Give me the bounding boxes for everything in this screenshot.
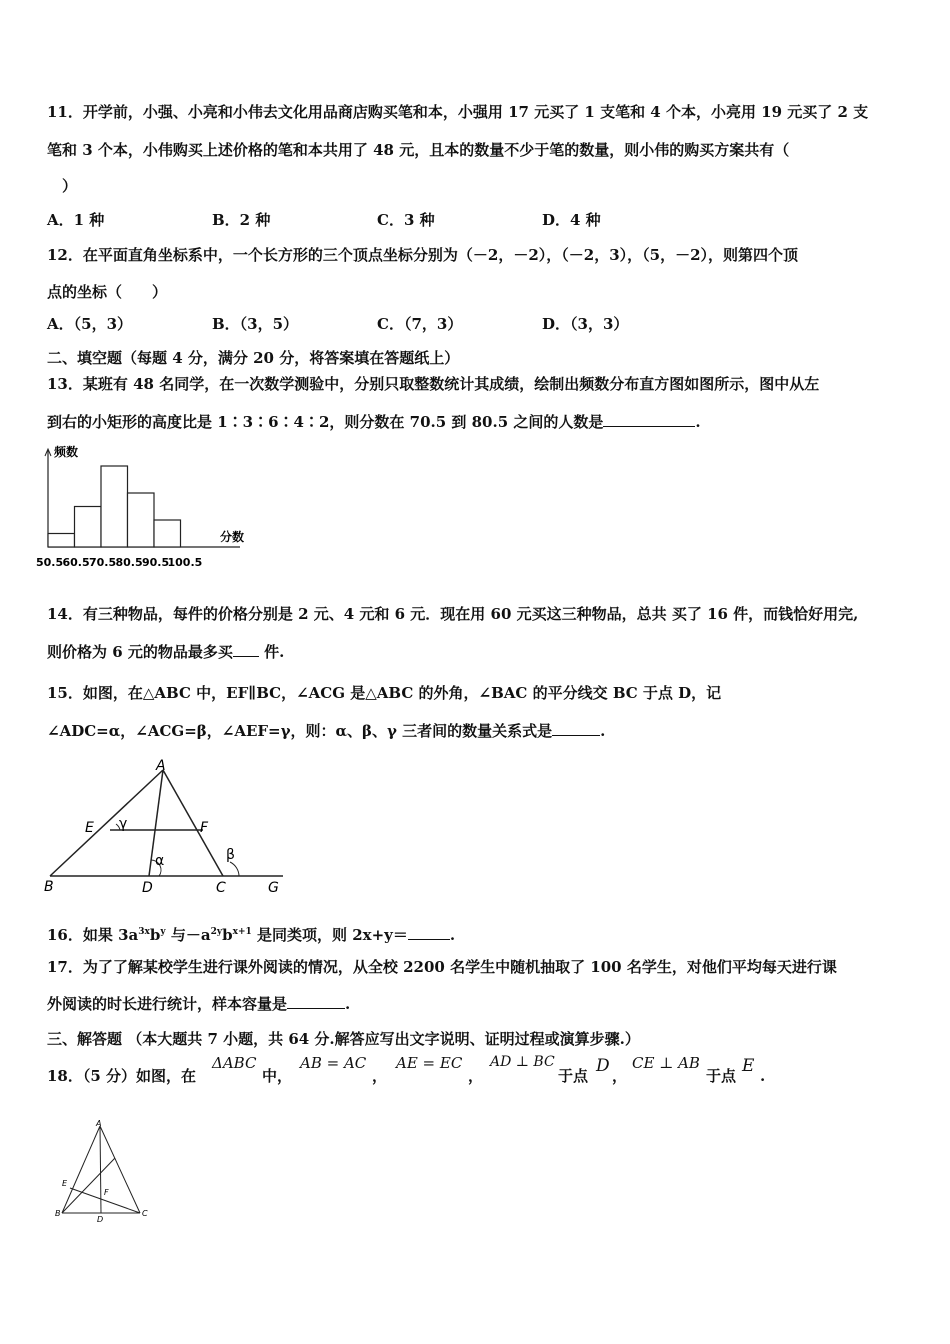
q17-line2-end: . [345,995,351,1013]
q18-t1: 中， [262,1067,293,1085]
x-tick-label: 80.5 [115,556,143,569]
label-gamma: γ [119,816,128,832]
label-a: A [96,1119,102,1128]
label-d: D [142,880,153,896]
q16-sup1: 3x [138,927,150,937]
x-tick-label: 100.5 [167,556,203,569]
label-e: E [85,820,94,836]
q17-line2 [47,994,350,1014]
x-axis-label: 分数 [220,530,245,544]
q16-line [47,922,455,945]
q14-answer-blank[interactable] [233,642,259,657]
q18-t2: ， [372,1067,388,1085]
q16-answer-blank[interactable] [408,925,450,940]
q18-math-ce-ab: CE ⊥ AB [632,1054,700,1072]
q11-line1: 11．开学前，小强、小亮和小伟去文化用品商店购买笔和本，小强用 17 元买了 1 支笔和 4 个本，小亮用 19 元买了 2 支 [47,103,869,121]
q12-option-c: C．（7，3） [377,315,463,333]
histogram-bar-3 [101,466,128,547]
q18-math-d: D [596,1056,610,1076]
q16-mid2: 与－a [165,926,211,944]
q13-line2-end: . [695,413,701,431]
q18-t7: . [760,1067,766,1085]
q16-sup4: x+1 [232,927,252,937]
q18-t5: ， [612,1067,628,1085]
q15-line2 [47,721,605,741]
q16-mid1: b [149,926,161,944]
section-2-heading: 二、填空题（每题 4 分，满分 20 分，将答案填在答题纸上） [47,349,460,367]
q18-t4: 于点 [558,1067,589,1085]
q18-math-ab-ac: AB = AC [300,1054,367,1072]
label-a: A [156,758,166,774]
q12-line1: 12．在平面直角坐标系中，一个长方形的三个顶点坐标分别为（－2，－2），（－2，3），（5，－2），则第四个顶 [47,246,799,264]
x-tick-label: 90.5 [142,556,170,569]
q12-option-d: D．（3，3） [542,315,629,333]
q12-option-a: A．（5，3） [47,315,133,333]
segment-ab [62,1126,100,1213]
label-f: F [200,820,209,836]
segment-ac [163,770,223,876]
x-tick-label: 70.5 [89,556,117,569]
histogram-bar-2 [75,507,102,548]
q11-option-a: A．1 种 [47,211,105,229]
q16-sup3: 2y [210,927,223,937]
q18-math-ae-ec: AE = EC [396,1054,463,1072]
q14-line2 [47,642,284,662]
label-e: E [62,1179,68,1188]
label-c: C [216,880,226,896]
q14-line2-text: 则价格为 6 元的物品最多买 [47,643,233,661]
q18-triangle-figure [50,1118,160,1228]
q11-line3: ） [62,177,78,195]
segment-ac [100,1126,140,1213]
histogram-chart [36,440,260,575]
segment-ab [50,770,163,876]
label-beta: β [226,847,235,863]
x-tick-label: 60.5 [62,556,90,569]
label-d: D [97,1215,104,1224]
q13-answer-blank[interactable] [603,412,695,427]
histogram-bar-5 [154,520,181,547]
q16-mid3: b [222,926,233,944]
section-3-heading: 三、解答题 （本大题共 7 小题，共 64 分.解答应写出文字说明、证明过程或演算步骤.） [47,1030,640,1048]
q14-line2-end: 件. [264,643,285,661]
q11-option-c: C．3 种 [377,211,435,229]
q11-option-d: D．4 种 [542,211,601,229]
q11-option-b: B．2 种 [212,211,271,229]
q16-sup2: y [160,927,166,937]
y-axis-label: 频数 [54,445,79,459]
label-b: B [55,1209,61,1218]
x-tick-label: 50.5 [36,556,64,569]
q16-prefix: 16．如果 3a [47,926,139,944]
angle-beta-arc [230,862,239,876]
histogram-bar-4 [128,493,155,547]
segment-ad [100,1126,101,1213]
q17-line1: 17．为了了解某校学生进行课外阅读的情况，从全校 2200 名学生中随机抽取了 100 名学生，对他们平均每天进行课 [47,958,837,976]
q18-prefix: 18．（5 分）如图，在 [47,1067,197,1085]
q18-t6: 于点 [706,1067,737,1085]
q15-line1: 15．如图，在△ABC 中，EF∥BC，∠ACG 是△ABC 的外角，∠BAC 的平分线交 BC 于点 D，记 [47,684,722,702]
label-c: C [142,1209,148,1218]
q13-line1: 13．某班有 48 名同学，在一次数学测验中，分别只取整数统计其成绩，绘制出频数分布直方图如图所示，图中从左 [47,375,820,393]
label-f: F [104,1188,109,1197]
q18-math-e: E [742,1056,755,1076]
segment-bf [62,1158,115,1213]
q12-option-b: B．（3，5） [212,315,299,333]
histogram-bar-1 [48,534,75,548]
q15-triangle-figure [40,758,290,898]
histogram-plot [36,444,244,569]
q18-math-ad-bc: AD ⊥ BC [490,1054,555,1070]
q18-math-triangle: ΔABC [212,1054,257,1072]
q16-end: . [449,926,456,944]
label-alpha: α [155,853,165,869]
q15-line2-end: . [600,722,606,740]
label-g: G [268,880,279,896]
q15-line2-text: ∠ADC=α，∠ACG=β，∠AEF=γ，则：α、β、γ 三者间的数量关系式是 [47,722,553,740]
q12-line2: 点的坐标（ ） [47,283,168,301]
q13-line2-text: 到右的小矩形的高度比是 1∶3∶6∶4∶2，则分数在 70.5 到 80.5 之间的人数是 [47,413,604,431]
label-b: B [44,879,54,895]
q11-line2: 笔和 3 个本，小伟购买上述价格的笔和本共用了 48 元，且本的数量不少于笔的数量，则小伟的购买方案共有（ [47,141,790,159]
q18-t3: ， [468,1067,484,1085]
q14-line1: 14．有三种物品，每件的价格分别是 2 元、4 元和 6 元．现在用 60 元买这三种物品，总共 买了 16 件，而钱恰好用完, [47,605,859,623]
q17-answer-blank[interactable] [287,994,345,1009]
q16-suffix: 是同类项，则 2x+y＝ [251,926,408,944]
q17-line2-text: 外阅读的时长进行统计，样本容量是 [47,995,288,1013]
q13-line2 [47,412,701,432]
q15-answer-blank[interactable] [552,721,600,736]
